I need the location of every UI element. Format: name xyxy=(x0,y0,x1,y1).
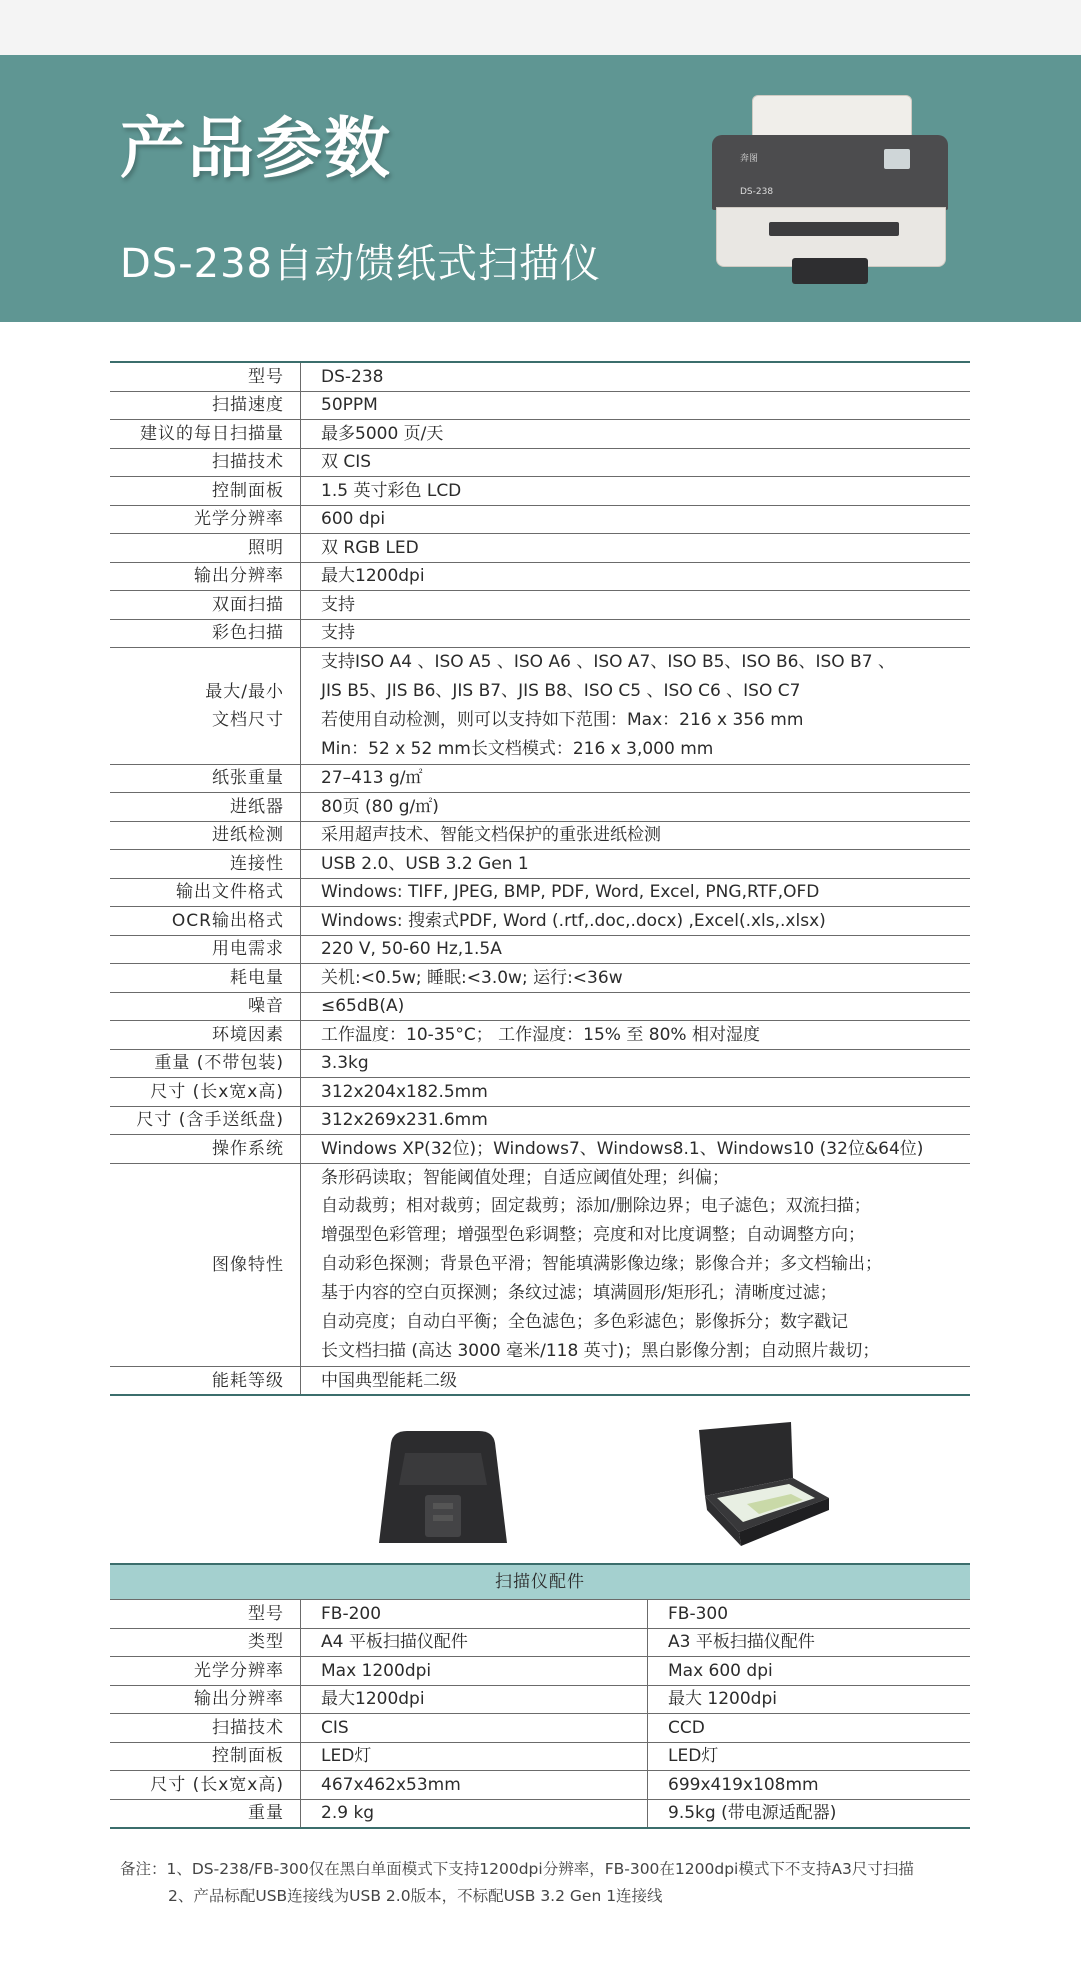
spec-value: 双 RGB LED xyxy=(301,534,971,563)
table-row xyxy=(110,420,970,449)
table-row xyxy=(110,1657,970,1686)
scanner-product-image xyxy=(712,95,952,290)
table-row xyxy=(110,619,970,648)
accessory-value-fb300: 9.5kg (带电源适配器) xyxy=(648,1799,971,1828)
spec-table xyxy=(110,361,970,1396)
spec-value-line: Min：52 x 52 mm长文档模式：216 x 3,000 mm xyxy=(321,738,714,759)
table-row xyxy=(110,534,970,563)
spec-key: 输出分辨率 xyxy=(110,562,301,591)
spec-key: 环境因素 xyxy=(110,1021,301,1050)
table-row xyxy=(110,1135,970,1164)
table-row xyxy=(110,907,970,936)
table-row xyxy=(110,764,970,793)
spec-value: ≤65dB(A) xyxy=(301,992,971,1021)
scanner-output-tray xyxy=(792,258,868,284)
spec-key xyxy=(110,648,301,765)
spec-value-line: 支持ISO A4 、ISO A5 、ISO A6 、ISO A7、ISO B5、ISO B6、ISO B7 、 xyxy=(321,652,895,672)
spec-key: 彩色扫描 xyxy=(110,619,301,648)
table-row xyxy=(110,1078,970,1107)
spec-value: 50PPM xyxy=(301,391,971,420)
spec-value: 27–413 g/㎡ xyxy=(301,764,971,793)
spec-key: 进纸检测 xyxy=(110,821,301,850)
spec-value: 采用超声技术、智能文档保护的重张进纸检测 xyxy=(301,821,971,850)
table-row xyxy=(110,648,970,765)
spec-value: 支持 xyxy=(301,591,971,620)
spec-key: 光学分辨率 xyxy=(110,505,301,534)
spec-key: 控制面板 xyxy=(110,477,301,506)
spec-value-line: 增强型色彩管理；增强型色彩调整；亮度和对比度调整；自动调整方向； xyxy=(321,1225,865,1246)
spec-key: 纸张重量 xyxy=(110,764,301,793)
page-title: 产品参数 xyxy=(120,110,392,187)
accessory-value-fb200: FB-200 xyxy=(301,1600,648,1629)
spec-key: 建议的每日扫描量 xyxy=(110,420,301,449)
table-row xyxy=(110,1163,970,1366)
footnote-line: 2、产品标配USB连接线为USB 2.0版本，不标配USB 3.2 Gen 1连接线 xyxy=(168,1887,663,1905)
spec-value: 312x204x182.5mm xyxy=(301,1078,971,1107)
spec-value-line: 若使用自动检测，则可以支持如下范围：Max：216 x 356 mm xyxy=(321,709,804,730)
accessory-value-fb300: CCD xyxy=(648,1714,971,1743)
spec-value xyxy=(301,1163,971,1366)
accessory-value-fb300: A3 平板扫描仪配件 xyxy=(648,1628,971,1657)
table-row xyxy=(110,1799,970,1828)
spec-value: 1.5 英寸彩色 LCD xyxy=(301,477,971,506)
accessory-value-fb200: 467x462x53mm xyxy=(301,1771,648,1800)
table-row xyxy=(110,1600,970,1629)
page-subtitle: DS-238自动馈纸式扫描仪 xyxy=(120,241,601,287)
table-row xyxy=(110,992,970,1021)
accessory-table-header xyxy=(110,1564,970,1600)
accessory-table-title: 扫描仪配件 xyxy=(110,1564,970,1600)
table-row xyxy=(110,793,970,822)
accessory-key: 控制面板 xyxy=(110,1742,301,1771)
spec-key: 扫描技术 xyxy=(110,448,301,477)
table-row xyxy=(110,1106,970,1135)
spec-value: USB 2.0、USB 3.2 Gen 1 xyxy=(301,850,971,879)
fb-200-tray-image xyxy=(373,1425,513,1550)
accessory-key: 光学分辨率 xyxy=(110,1657,301,1686)
spec-key: 型号 xyxy=(110,362,301,391)
spec-value: 220 V, 50-60 Hz,1.5A xyxy=(301,935,971,964)
spec-key: 能耗等级 xyxy=(110,1366,301,1395)
table-row xyxy=(110,391,970,420)
accessory-value-fb200: LED灯 xyxy=(301,1742,648,1771)
spec-value-line: 条形码读取；智能阈值处理；自适应阈值处理；纠偏； xyxy=(321,1167,729,1188)
spec-value: 600 dpi xyxy=(301,505,971,534)
spec-key-line: 文档尺寸 xyxy=(212,709,284,730)
table-row xyxy=(110,964,970,993)
spec-value-line: 自动彩色探测；背景色平滑；智能填满影像边缘；影像合并；多文档输出； xyxy=(321,1254,882,1275)
accessory-value-fb200: CIS xyxy=(301,1714,648,1743)
accessory-key: 输出分辨率 xyxy=(110,1685,301,1714)
accessory-table xyxy=(110,1563,970,1829)
spec-value: 最大1200dpi xyxy=(301,562,971,591)
footnote-line: 备注：1、DS-238/FB-300仅在黑白单面模式下支持1200dpi分辨率，FB-300在1200dpi模式下不支持A3尺寸扫描 xyxy=(120,1860,914,1878)
spec-key: 输出文件格式 xyxy=(110,878,301,907)
table-row xyxy=(110,362,970,391)
top-strip xyxy=(0,0,1081,55)
accessory-key: 扫描技术 xyxy=(110,1714,301,1743)
spec-key: 扫描速度 xyxy=(110,391,301,420)
spec-value: 支持 xyxy=(301,619,971,648)
spec-value: Windows: 搜索式PDF, Word (.rtf,.doc,.docx) ,Excel(.xls,.xlsx) xyxy=(301,907,971,936)
spec-value: 80页 (80 g/㎡) xyxy=(301,793,971,822)
accessory-value-fb300: 699x419x108mm xyxy=(648,1771,971,1800)
accessory-value-fb300: FB-300 xyxy=(648,1600,971,1629)
spec-value-line: 自动裁剪；相对裁剪；固定裁剪；添加/删除边界；电子滤色；双流扫描； xyxy=(321,1196,871,1217)
table-row xyxy=(110,1021,970,1050)
accessory-value-fb200: A4 平板扫描仪配件 xyxy=(301,1628,648,1657)
spec-value xyxy=(301,648,971,765)
table-row xyxy=(110,448,970,477)
table-row xyxy=(110,505,970,534)
accessory-value-fb300: Max 600 dpi xyxy=(648,1657,971,1686)
table-row xyxy=(110,821,970,850)
accessory-key: 型号 xyxy=(110,1600,301,1629)
table-row xyxy=(110,591,970,620)
table-row xyxy=(110,1714,970,1743)
spec-value-line: 长文档扫描 (高达 3000 毫米/118 英寸)；黑白影像分割；自动照片裁切； xyxy=(321,1340,880,1361)
spec-value: DS-238 xyxy=(301,362,971,391)
scanner-logo: 奔图 xyxy=(740,154,759,164)
table-row xyxy=(110,1366,970,1395)
spec-key: 照明 xyxy=(110,534,301,563)
spec-value: 最多5000 页/天 xyxy=(301,420,971,449)
spec-key: 进纸器 xyxy=(110,793,301,822)
spec-value: Windows XP(32位)；Windows7、Windows8.1、Windows10 (32位&64位) xyxy=(301,1135,971,1164)
accessory-key: 尺寸 (长x宽x高) xyxy=(110,1771,301,1800)
table-row xyxy=(110,1049,970,1078)
table-row xyxy=(110,1628,970,1657)
spec-value: 双 CIS xyxy=(301,448,971,477)
spec-key-line: 最大/最小 xyxy=(205,681,284,702)
spec-value: 312x269x231.6mm xyxy=(301,1106,971,1135)
accessory-value-fb200: 最大1200dpi xyxy=(301,1685,648,1714)
footnotes xyxy=(120,1856,914,1910)
spec-key: 操作系统 xyxy=(110,1135,301,1164)
spec-value-line: 自动亮度；自动白平衡；全色滤色；多色彩滤色；影像拆分；数字戳记 xyxy=(321,1312,848,1333)
fb-300-flatbed-image xyxy=(695,1420,833,1555)
scanner-model-label: DS-238 xyxy=(740,187,774,197)
spec-value: 工作温度：10-35°C； 工作湿度：15% 至 80% 相对湿度 xyxy=(301,1021,971,1050)
table-row xyxy=(110,562,970,591)
accessory-key: 类型 xyxy=(110,1628,301,1657)
accessory-value-fb200: Max 1200dpi xyxy=(301,1657,648,1686)
spec-key: OCR输出格式 xyxy=(110,907,301,936)
table-row xyxy=(110,1685,970,1714)
table-row xyxy=(110,477,970,506)
spec-key: 图像特性 xyxy=(110,1163,301,1366)
spec-value-line: 基于内容的空白页探测；条纹过滤；填满圆形/矩形孔；清晰度过滤； xyxy=(321,1283,837,1304)
accessory-key: 重量 xyxy=(110,1799,301,1828)
table-row xyxy=(110,878,970,907)
spec-key: 重量 (不带包装) xyxy=(110,1049,301,1078)
spec-value: 中国典型能耗二级 xyxy=(301,1366,971,1395)
spec-key: 连接性 xyxy=(110,850,301,879)
spec-value: 3.3kg xyxy=(301,1049,971,1078)
spec-value: Windows: TIFF, JPEG, BMP, PDF, Word, Excel, PNG,RTF,OFD xyxy=(301,878,971,907)
accessory-value-fb300: LED灯 xyxy=(648,1742,971,1771)
accessory-value-fb200: 2.9 kg xyxy=(301,1799,648,1828)
spec-key: 用电需求 xyxy=(110,935,301,964)
spec-value-line: JIS B5、JIS B6、JIS B7、JIS B8、ISO C5 、ISO C6 、ISO C7 xyxy=(321,680,801,701)
scanner-body xyxy=(712,135,948,210)
table-row xyxy=(110,850,970,879)
spec-value: 关机:<0.5w; 睡眠:<3.0w; 运行:<36w xyxy=(301,964,971,993)
table-row xyxy=(110,1742,970,1771)
spec-key: 尺寸 (长x宽x高) xyxy=(110,1078,301,1107)
accessory-value-fb300: 最大 1200dpi xyxy=(648,1685,971,1714)
scanner-output-slot xyxy=(769,222,899,236)
spec-key: 噪音 xyxy=(110,992,301,1021)
table-row xyxy=(110,1771,970,1800)
spec-key: 耗电量 xyxy=(110,964,301,993)
scanner-lcd xyxy=(884,149,910,169)
table-row xyxy=(110,935,970,964)
spec-key: 尺寸 (含手送纸盘) xyxy=(110,1106,301,1135)
spec-key: 双面扫描 xyxy=(110,591,301,620)
